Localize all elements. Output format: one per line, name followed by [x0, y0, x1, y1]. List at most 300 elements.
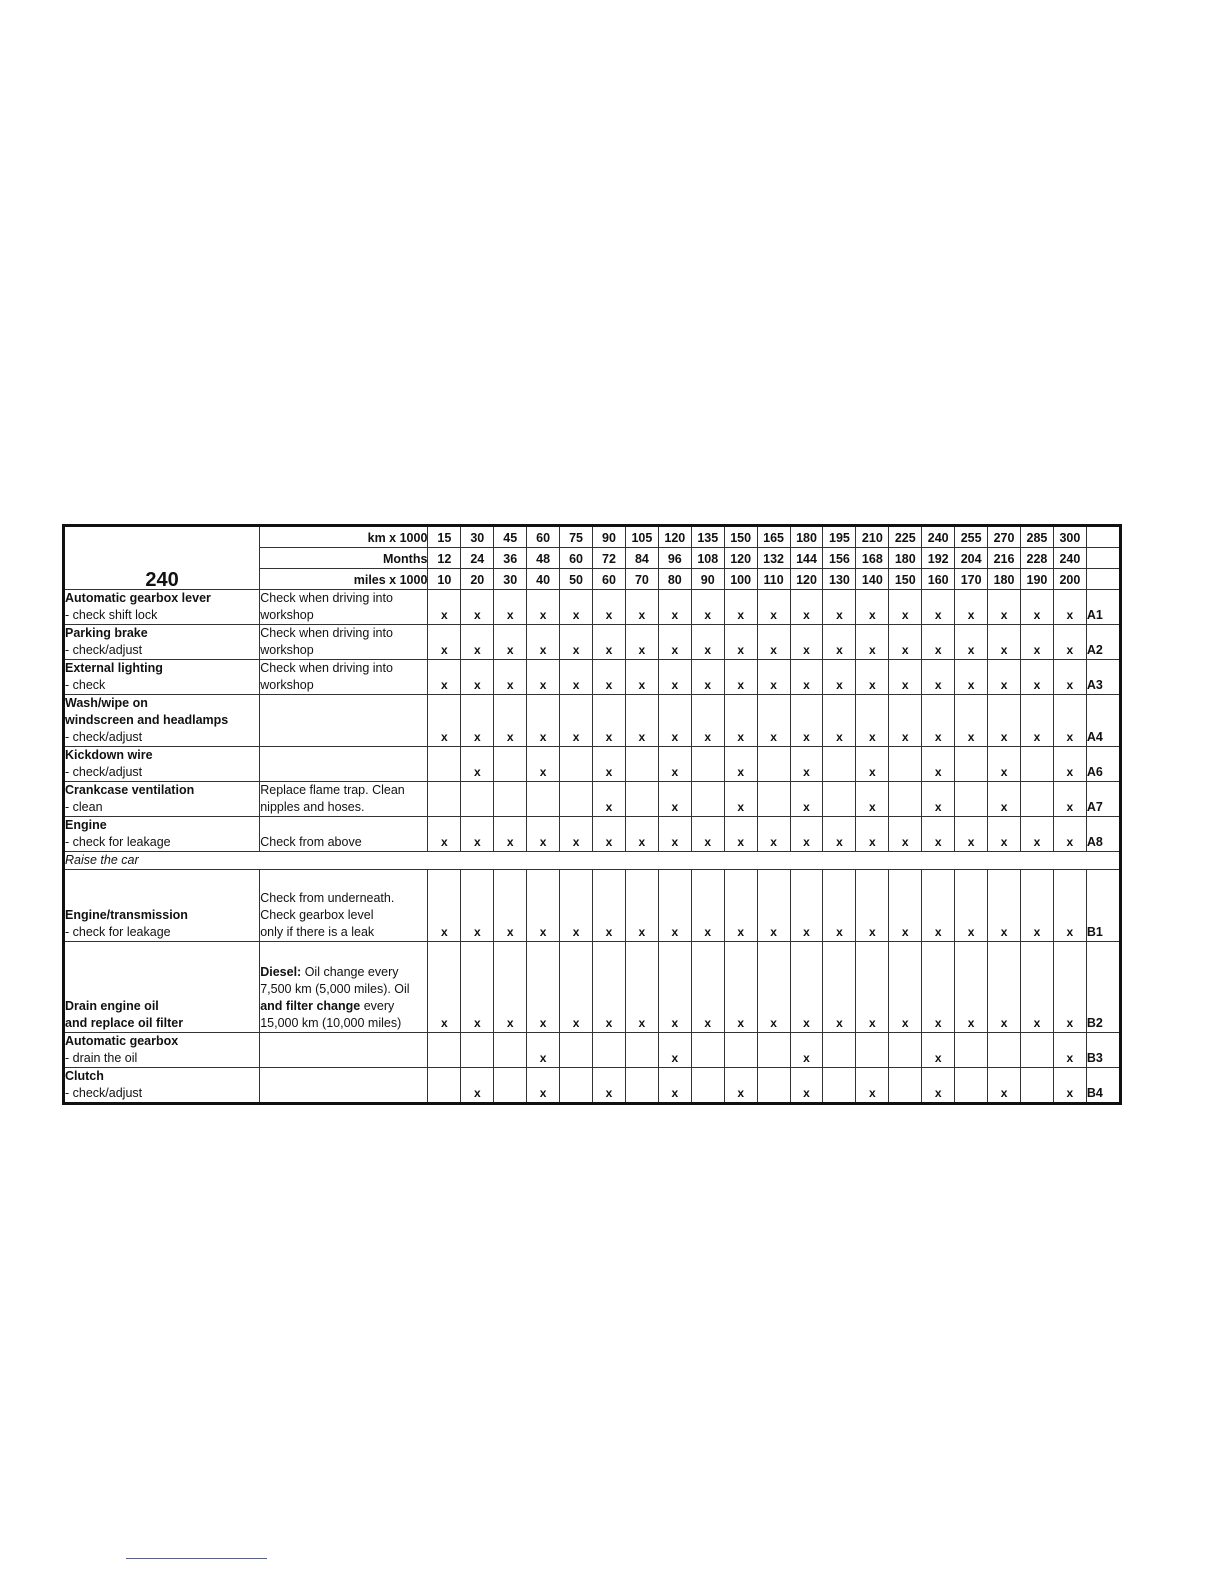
description-bold: and filter change: [260, 999, 361, 1013]
item-title: Kickdown wire: [65, 748, 153, 762]
operation-code: A7: [1086, 782, 1120, 817]
description-cell: [260, 660, 428, 695]
item-subtitle: - check/adjust: [65, 730, 143, 744]
empty-cell: [625, 782, 658, 817]
item-subtitle: - check/adjust: [65, 765, 143, 779]
service-mark: x: [757, 817, 790, 852]
item-title-line2: and replace oil filter: [65, 1016, 184, 1030]
empty-cell: [757, 1033, 790, 1068]
service-mark: x: [724, 747, 757, 782]
schedule-row: [64, 1033, 1121, 1068]
empty-cell: [691, 747, 724, 782]
service-mark: x: [461, 870, 494, 942]
service-mark: x: [955, 695, 988, 747]
schedule-row: [64, 747, 1121, 782]
service-mark: x: [823, 817, 856, 852]
interval-value: 165: [757, 526, 790, 548]
service-mark: x: [691, 870, 724, 942]
interval-value: 255: [955, 526, 988, 548]
service-mark: x: [1053, 695, 1086, 747]
operation-code: A3: [1086, 660, 1120, 695]
empty-cell: [494, 1068, 527, 1104]
item-title: Crankcase ventilation: [65, 783, 195, 797]
interval-value: 90: [593, 526, 626, 548]
service-mark: x: [494, 695, 527, 747]
operation-code: A1: [1086, 590, 1120, 625]
item-subtitle: - check/adjust: [65, 1086, 143, 1100]
item-cell: [64, 782, 260, 817]
service-mark: x: [790, 782, 823, 817]
service-mark: x: [494, 870, 527, 942]
service-mark: x: [625, 695, 658, 747]
service-mark: x: [560, 695, 593, 747]
service-mark: x: [922, 695, 955, 747]
schedule-row: [64, 817, 1121, 852]
empty-cell: [560, 1033, 593, 1068]
empty-cell: [428, 747, 461, 782]
service-mark: x: [1053, 590, 1086, 625]
header-label: miles x 1000: [260, 569, 428, 590]
interval-value: 170: [955, 569, 988, 590]
schedule-row: [64, 1068, 1121, 1104]
schedule-row: [64, 782, 1121, 817]
description-line: only if there is a leak: [260, 925, 375, 939]
empty-cell: [955, 782, 988, 817]
interval-value: 180: [988, 569, 1021, 590]
service-mark: x: [823, 625, 856, 660]
interval-value: 195: [823, 526, 856, 548]
service-mark: x: [691, 817, 724, 852]
service-mark: x: [560, 660, 593, 695]
interval-value: 60: [527, 526, 560, 548]
service-mark: x: [1021, 660, 1054, 695]
empty-cell: [691, 1068, 724, 1104]
item-subtitle: - drain the oil: [65, 1051, 138, 1065]
empty-cell: [494, 1033, 527, 1068]
interval-value: 105: [625, 526, 658, 548]
service-mark: x: [922, 625, 955, 660]
service-mark: x: [1053, 870, 1086, 942]
service-mark: x: [593, 1068, 626, 1104]
item-subtitle: - check for leakage: [65, 835, 171, 849]
description-line: [260, 964, 427, 981]
description-cell: [260, 747, 428, 782]
service-mark: x: [494, 817, 527, 852]
service-mark: x: [1053, 660, 1086, 695]
service-mark: x: [988, 817, 1021, 852]
description-line: Replace flame trap. Clean: [260, 783, 405, 797]
description-cell: [260, 782, 428, 817]
service-mark: x: [724, 695, 757, 747]
description-text: every: [360, 999, 395, 1013]
interval-value: 200: [1053, 569, 1086, 590]
interval-value: 12: [428, 548, 461, 569]
empty-cell: [560, 747, 593, 782]
interval-value: 20: [461, 569, 494, 590]
description-line: 7,500 km (5,000 miles). Oil: [260, 982, 410, 996]
empty-cell: [988, 1033, 1021, 1068]
service-mark: x: [428, 817, 461, 852]
empty-cell: [625, 1033, 658, 1068]
service-mark: x: [790, 1068, 823, 1104]
service-mark: x: [461, 942, 494, 1033]
service-mark: x: [461, 625, 494, 660]
service-mark: x: [560, 625, 593, 660]
header-label: Months: [260, 548, 428, 569]
item-cell: [64, 817, 260, 852]
service-mark: x: [790, 1033, 823, 1068]
interval-value: 204: [955, 548, 988, 569]
raise-car-label: Raise the car: [64, 852, 1121, 870]
description-line: workshop: [260, 608, 314, 622]
service-mark: x: [856, 782, 889, 817]
operation-code: B4: [1086, 1068, 1120, 1104]
service-mark: x: [625, 660, 658, 695]
interval-value: 240: [1053, 548, 1086, 569]
interval-value: 48: [527, 548, 560, 569]
description-cell: [260, 870, 428, 942]
empty-cell: [494, 782, 527, 817]
service-mark: x: [757, 870, 790, 942]
description-line: workshop: [260, 643, 314, 657]
interval-value: 36: [494, 548, 527, 569]
service-mark: x: [955, 660, 988, 695]
service-mark: x: [790, 942, 823, 1033]
service-mark: x: [593, 590, 626, 625]
empty-cell: [625, 1068, 658, 1104]
service-mark: x: [593, 747, 626, 782]
interval-value: 30: [494, 569, 527, 590]
service-mark: x: [988, 660, 1021, 695]
operation-code: B3: [1086, 1033, 1120, 1068]
service-mark: x: [922, 817, 955, 852]
empty-cell: [889, 1068, 922, 1104]
service-mark: x: [658, 870, 691, 942]
empty-cell: [757, 782, 790, 817]
service-schedule-table: [62, 524, 1122, 1105]
interval-value: 120: [790, 569, 823, 590]
item-title-line2: windscreen and headlamps: [65, 713, 229, 727]
empty-cell: [593, 1033, 626, 1068]
empty-cell: [691, 782, 724, 817]
item-cell: [64, 625, 260, 660]
service-mark: x: [428, 590, 461, 625]
service-mark: x: [560, 870, 593, 942]
service-mark: x: [428, 660, 461, 695]
service-mark: x: [856, 817, 889, 852]
service-mark: x: [856, 747, 889, 782]
service-mark: x: [724, 625, 757, 660]
interval-value: 150: [724, 526, 757, 548]
service-mark: x: [856, 590, 889, 625]
service-mark: x: [724, 590, 757, 625]
service-mark: x: [1021, 870, 1054, 942]
service-mark: x: [790, 590, 823, 625]
interval-value: 84: [625, 548, 658, 569]
interval-value: 60: [560, 548, 593, 569]
description-cell: [260, 817, 428, 852]
interval-value: 120: [724, 548, 757, 569]
service-mark: x: [856, 870, 889, 942]
model-title: 240: [64, 526, 260, 590]
service-mark: x: [691, 590, 724, 625]
service-mark: x: [856, 695, 889, 747]
empty-cell: [889, 1033, 922, 1068]
service-mark: x: [856, 660, 889, 695]
empty-cell: [889, 747, 922, 782]
header-km-row: [64, 526, 1121, 548]
service-mark: x: [494, 660, 527, 695]
service-mark: x: [856, 625, 889, 660]
service-mark: x: [988, 1068, 1021, 1104]
service-mark: x: [823, 695, 856, 747]
service-mark: x: [527, 870, 560, 942]
interval-value: 180: [790, 526, 823, 548]
interval-value: 80: [658, 569, 691, 590]
service-mark: x: [988, 625, 1021, 660]
description-line: Check from underneath.: [260, 891, 395, 905]
item-title: Drain engine oil: [65, 999, 159, 1013]
service-mark: x: [593, 870, 626, 942]
interval-value: 192: [922, 548, 955, 569]
service-mark: x: [461, 590, 494, 625]
interval-value: 100: [724, 569, 757, 590]
operation-code: A2: [1086, 625, 1120, 660]
service-mark: x: [461, 817, 494, 852]
item-subtitle: - clean: [65, 800, 103, 814]
service-mark: x: [757, 625, 790, 660]
service-mark: x: [1053, 782, 1086, 817]
operation-code: A4: [1086, 695, 1120, 747]
service-mark: x: [757, 590, 790, 625]
service-mark: x: [955, 870, 988, 942]
service-mark: x: [625, 942, 658, 1033]
item-title: Automatic gearbox lever: [65, 591, 211, 605]
empty-cell: [757, 1068, 790, 1104]
service-mark: x: [461, 747, 494, 782]
service-mark: x: [922, 747, 955, 782]
interval-value: 140: [856, 569, 889, 590]
service-mark: x: [889, 660, 922, 695]
item-title: Clutch: [65, 1069, 104, 1083]
service-mark: x: [790, 660, 823, 695]
empty-cell: [823, 1068, 856, 1104]
item-cell: [64, 695, 260, 747]
item-cell: [64, 1068, 260, 1104]
empty-cell: [461, 782, 494, 817]
description-bold: Diesel:: [260, 965, 302, 979]
empty-cell: [889, 782, 922, 817]
empty-cell: [1021, 1033, 1054, 1068]
service-mark: x: [823, 590, 856, 625]
description-line: Check when driving into: [260, 661, 393, 675]
empty-cell: [1021, 782, 1054, 817]
header-label: km x 1000: [260, 526, 428, 548]
empty-cell: [724, 1033, 757, 1068]
empty-cell: [955, 747, 988, 782]
item-title: Engine: [65, 818, 107, 832]
service-mark: x: [527, 660, 560, 695]
service-mark: x: [625, 590, 658, 625]
service-mark: x: [790, 625, 823, 660]
interval-value: 210: [856, 526, 889, 548]
item-cell: [64, 942, 260, 1033]
service-mark: x: [593, 660, 626, 695]
service-mark: x: [922, 782, 955, 817]
service-mark: x: [658, 782, 691, 817]
service-mark: x: [593, 695, 626, 747]
service-mark: x: [988, 590, 1021, 625]
service-mark: x: [428, 695, 461, 747]
service-mark: x: [1021, 817, 1054, 852]
item-title: Engine/transmission: [65, 908, 188, 922]
service-mark: x: [1021, 590, 1054, 625]
service-mark: x: [724, 782, 757, 817]
item-title: Parking brake: [65, 626, 148, 640]
description-line: [260, 998, 427, 1015]
service-mark: x: [823, 870, 856, 942]
service-mark: x: [757, 695, 790, 747]
raise-car-row: [64, 852, 1121, 870]
service-mark: x: [461, 1068, 494, 1104]
item-cell: [64, 1033, 260, 1068]
schedule-row: [64, 870, 1121, 942]
service-mark: x: [988, 747, 1021, 782]
service-mark: x: [527, 1033, 560, 1068]
interval-value: 270: [988, 526, 1021, 548]
interval-value: 30: [461, 526, 494, 548]
service-mark: x: [691, 695, 724, 747]
item-title: Automatic gearbox: [65, 1034, 179, 1048]
interval-value: 144: [790, 548, 823, 569]
empty-cell: [428, 782, 461, 817]
interval-value: 160: [922, 569, 955, 590]
schedule-row: [64, 942, 1121, 1033]
service-mark: x: [724, 1068, 757, 1104]
interval-value: 150: [889, 569, 922, 590]
interval-value: 50: [560, 569, 593, 590]
service-mark: x: [889, 695, 922, 747]
service-mark: x: [625, 870, 658, 942]
service-mark: x: [428, 942, 461, 1033]
code-header-cell: [1086, 526, 1120, 548]
service-mark: x: [1053, 747, 1086, 782]
service-mark: x: [658, 942, 691, 1033]
service-mark: x: [889, 942, 922, 1033]
schedule-row: [64, 590, 1121, 625]
description-cell: [260, 1068, 428, 1104]
service-mark: x: [691, 660, 724, 695]
description-cell: [260, 942, 428, 1033]
empty-cell: [823, 782, 856, 817]
service-mark: x: [724, 870, 757, 942]
interval-value: 40: [527, 569, 560, 590]
service-mark: x: [823, 942, 856, 1033]
service-mark: x: [625, 817, 658, 852]
description-cell: [260, 695, 428, 747]
interval-value: 110: [757, 569, 790, 590]
service-mark: x: [527, 942, 560, 1033]
empty-cell: [494, 747, 527, 782]
service-mark: x: [988, 942, 1021, 1033]
empty-cell: [560, 782, 593, 817]
service-mark: x: [922, 590, 955, 625]
operation-code: B1: [1086, 870, 1120, 942]
empty-cell: [757, 747, 790, 782]
service-mark: x: [889, 870, 922, 942]
service-mark: x: [889, 590, 922, 625]
service-mark: x: [1053, 1033, 1086, 1068]
operation-code: A8: [1086, 817, 1120, 852]
service-mark: x: [889, 625, 922, 660]
service-mark: x: [494, 590, 527, 625]
description-line: nipples and hoses.: [260, 800, 365, 814]
empty-cell: [691, 1033, 724, 1068]
interval-value: 228: [1021, 548, 1054, 569]
service-mark: x: [658, 1033, 691, 1068]
service-mark: x: [955, 625, 988, 660]
service-mark: x: [527, 695, 560, 747]
service-mark: x: [593, 782, 626, 817]
service-mark: x: [560, 942, 593, 1033]
interval-value: 108: [691, 548, 724, 569]
empty-cell: [955, 1068, 988, 1104]
description-line: Check from above: [260, 835, 362, 849]
empty-cell: [1021, 747, 1054, 782]
footer-rule: [126, 1558, 267, 1559]
service-mark: x: [1021, 942, 1054, 1033]
item-subtitle: - check/adjust: [65, 643, 143, 657]
service-mark: x: [494, 625, 527, 660]
service-mark: x: [790, 695, 823, 747]
empty-cell: [823, 747, 856, 782]
service-mark: x: [988, 870, 1021, 942]
service-mark: x: [724, 942, 757, 1033]
service-mark: x: [691, 942, 724, 1033]
interval-value: 168: [856, 548, 889, 569]
interval-value: 132: [757, 548, 790, 569]
schedule-row: [64, 660, 1121, 695]
interval-value: 15: [428, 526, 461, 548]
service-mark: x: [461, 660, 494, 695]
service-mark: x: [527, 590, 560, 625]
service-mark: x: [593, 817, 626, 852]
service-mark: x: [955, 942, 988, 1033]
description-line: workshop: [260, 678, 314, 692]
service-mark: x: [527, 1068, 560, 1104]
interval-value: 96: [658, 548, 691, 569]
service-mark: x: [658, 590, 691, 625]
code-header-cell: [1086, 548, 1120, 569]
service-mark: x: [428, 870, 461, 942]
interval-value: 240: [922, 526, 955, 548]
item-title: External lighting: [65, 661, 163, 675]
operation-code: B2: [1086, 942, 1120, 1033]
service-mark: x: [889, 817, 922, 852]
empty-cell: [428, 1033, 461, 1068]
interval-value: 60: [593, 569, 626, 590]
operation-code: A6: [1086, 747, 1120, 782]
interval-value: 45: [494, 526, 527, 548]
item-cell: [64, 747, 260, 782]
interval-value: 216: [988, 548, 1021, 569]
interval-value: 180: [889, 548, 922, 569]
service-mark: x: [691, 625, 724, 660]
service-mark: x: [1053, 817, 1086, 852]
interval-value: 75: [560, 526, 593, 548]
description-cell: [260, 590, 428, 625]
service-mark: x: [955, 817, 988, 852]
